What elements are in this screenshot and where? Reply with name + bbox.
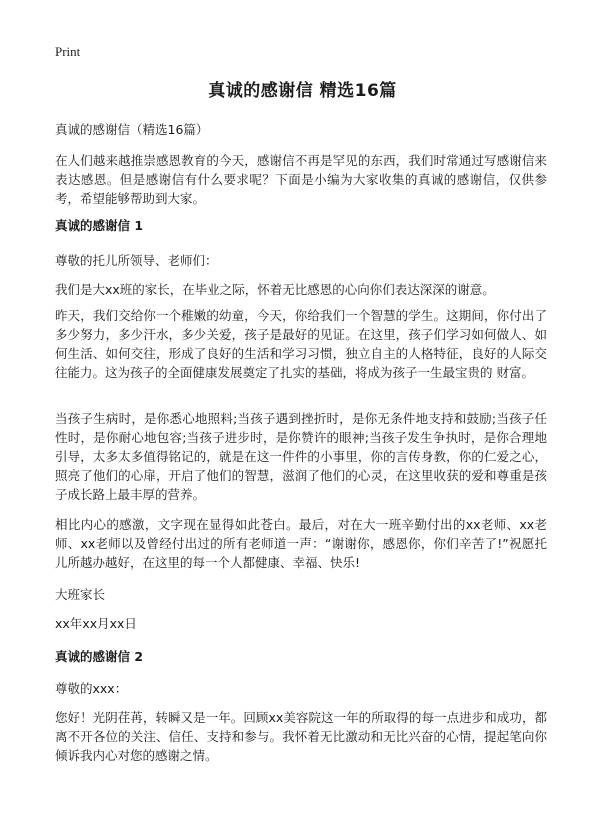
letter1-salutation: 尊敬的托儿所领导、老师们： bbox=[55, 253, 218, 268]
letter2-paragraph-1: 您好！光阴荏苒，转瞬又是一年。回顾xx美容院这一年的所取得的每一点进步和成功，都离不开各位的关注、信任、支持和参与。我怀着无比激动和无比兴奋的心情，提起笔向你倾诉我内心对您的感谢之情。 bbox=[55, 710, 547, 763]
letter1-signature: 大班家长 bbox=[55, 587, 106, 602]
article-subtitle: 真诚的感谢信（精选16篇） bbox=[55, 122, 209, 137]
print-link[interactable]: Print bbox=[55, 44, 81, 59]
letter1-paragraph-2: 昨天，我们交给你一个稚嫩的幼童，今天，你给我们一个智慧的学生。这期间，你付出了多少努力，多少汗水，多少关爱，孩子是最好的见证。在这里，孩子们学习如何做人、如何生活、如何交往，形成了良好的生活和学习习惯，独立自主的人格特征，良好的人际交往能力。这为孩子的全面健康发展奠定了扎实的基础，将成为孩子一生最宝贵的 财富。 bbox=[55, 308, 547, 380]
letter1-paragraph-1: 我们是大xx班的家长，在毕业之际，怀着无比感恩的心向你们表达深深的谢意。 bbox=[55, 282, 495, 297]
intro-paragraph: 在人们越来越推崇感恩教育的今天，感谢信不再是罕见的东西，我们时常通过写感谢信来表达感恩。但是感谢信有什么要求呢？下面是小编为大家收集的真诚的感谢信，仅供参考，希望能够帮助到大家。 bbox=[55, 153, 547, 206]
letter1-paragraph-3: 当孩子生病时，是你悉心地照料;当孩子遇到挫折时，是你无条件地支持和鼓励;当孩子任性时，是你耐心地包容;当孩子进步时，是你赞许的眼神;当孩子发生争执时，是你合理地引导，太多太多值得铭记的，就是在这一件件的小事里，你的言传身教，你的仁爱之心，照亮了他们的心扉，开启了他们的智慧，滋润了他们的心灵，在这里收获的爱和尊重是孩子成长路上最丰厚的营养。 bbox=[55, 411, 547, 502]
letter1-paragraph-4: 相比内心的感激，文字现在显得如此苍白。最后，对在大一班辛勤付出的xx老师、xx老师、xx老师以及曾经付出过的所有老师道一声：“谢谢你，感恩你，你们辛苦了!”祝愿托儿所越办越好，在这里的每一个人都健康、幸福、快乐! bbox=[55, 517, 547, 570]
letter2-heading: 真诚的感谢信 2 bbox=[55, 649, 144, 664]
letter1-date: xx年xx月xx日 bbox=[55, 616, 137, 631]
letter1-heading: 真诚的感谢信 1 bbox=[55, 218, 144, 233]
page-title: 真诚的感谢信 精选16篇 bbox=[208, 81, 397, 101]
letter2-salutation: 尊敬的xxx： bbox=[55, 681, 128, 696]
